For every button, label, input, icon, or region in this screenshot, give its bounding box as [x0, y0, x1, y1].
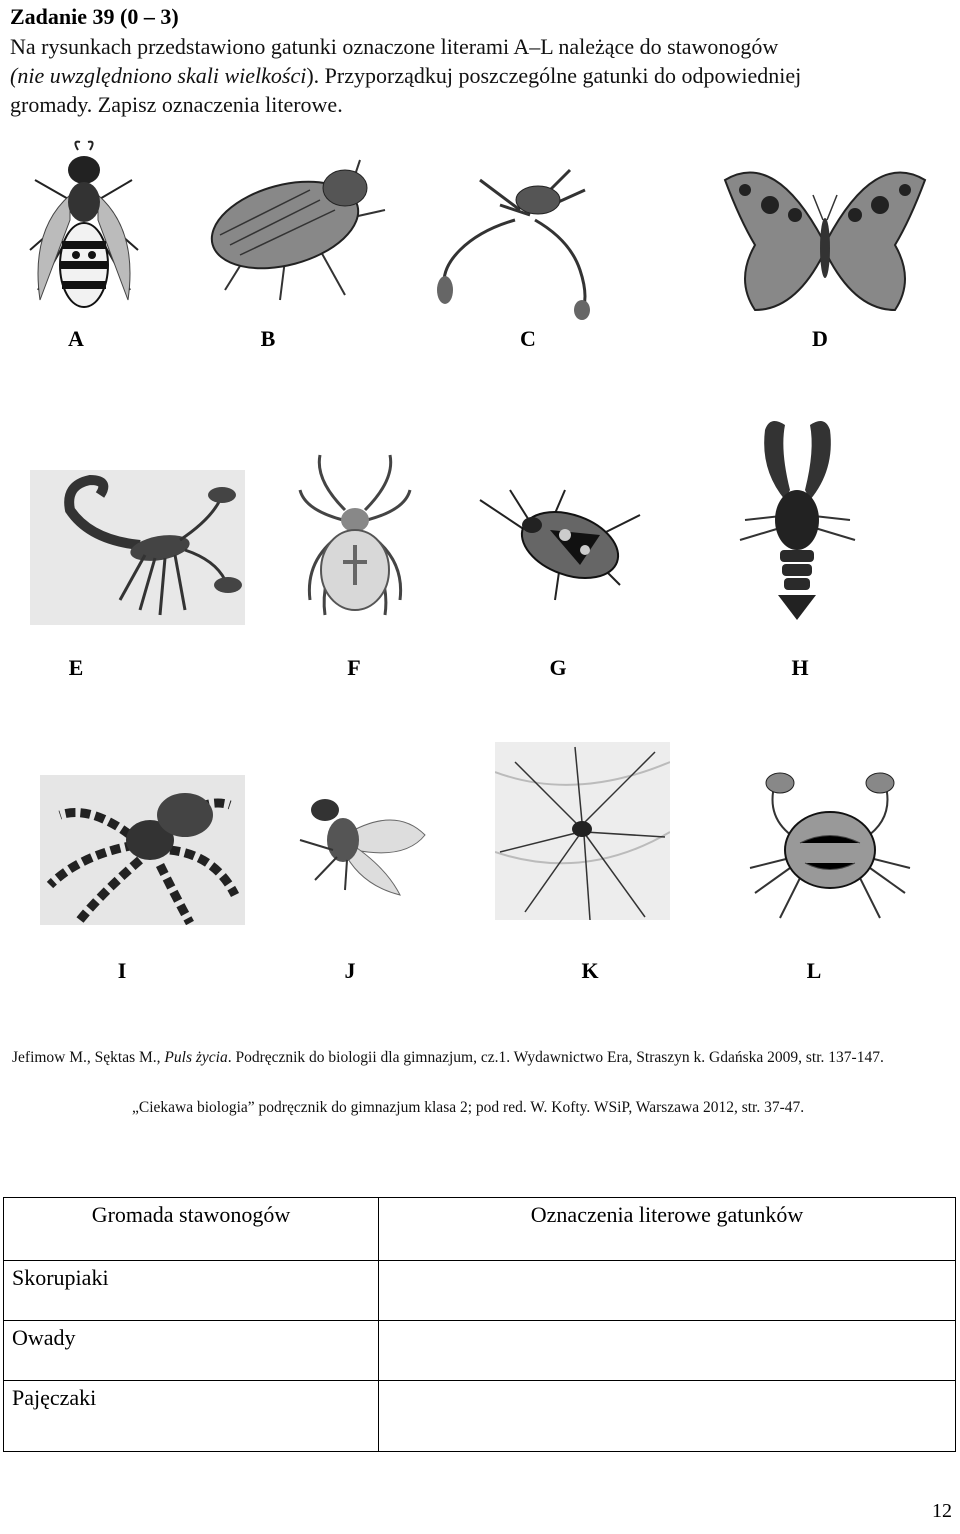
task-header — [10, 0, 940, 119]
figure-label-h: H — [791, 655, 809, 680]
row-label-skorupiaki: Skorupiaki — [4, 1261, 379, 1321]
table-row — [4, 1321, 956, 1381]
instruction-line-2 — [10, 61, 940, 90]
instruction-italic: (nie uwzględniono skali wielkości — [10, 63, 307, 88]
row-label-owady: Owady — [4, 1321, 379, 1381]
page-number: 12 — [932, 1500, 952, 1522]
pseudoscorpion-icon — [420, 160, 610, 320]
crayfish-icon — [730, 410, 865, 625]
answer-table — [3, 1197, 956, 1452]
header-letters: Oznaczenia literowe gatunków — [379, 1198, 956, 1261]
figure-label-k: K — [581, 958, 599, 983]
figure-label-g: G — [549, 655, 567, 680]
fly-icon — [285, 785, 430, 900]
tarantula-icon — [40, 775, 245, 925]
figure-label-a: A — [68, 326, 84, 351]
crab-icon — [745, 758, 915, 923]
table-header-row — [4, 1198, 956, 1261]
table-row — [4, 1261, 956, 1321]
figure-label-i: I — [117, 958, 127, 983]
source-1-title: Puls życia — [164, 1049, 228, 1066]
figure-label-d: D — [812, 326, 828, 351]
beetle-icon — [190, 150, 390, 310]
figure-label-f: F — [347, 655, 361, 680]
instruction-line-3: gromady. Zapisz oznaczenia literowe. — [10, 92, 343, 117]
figure-label-l: L — [806, 958, 822, 983]
scorpion-icon — [30, 470, 245, 625]
instruction-line-2-rest: ). Przyporządkuj poszczególne gatunki do odpowiedniej — [306, 63, 802, 88]
row-label-pajeczaki: Pajęczaki — [4, 1381, 379, 1452]
wasp-icon — [10, 140, 160, 325]
answer-cell-owady[interactable] — [379, 1321, 956, 1381]
answer-cell-skorupiaki[interactable] — [379, 1261, 956, 1321]
source-1-details: . Podręcznik do biologii dla gimnazjum, cz.1. Wydawnictwo Era, Straszyn k. Gdańska 2009, str. 137-147. — [227, 1049, 884, 1066]
source-citation-1 — [12, 1049, 884, 1067]
figure-label-j: J — [344, 958, 356, 983]
answer-cell-pajeczaki[interactable] — [379, 1381, 956, 1452]
figure-label-b: B — [260, 326, 276, 351]
figure-label-c: C — [520, 326, 536, 351]
source-1-authors: Jefimow M., Sęktas M., — [12, 1049, 165, 1066]
source-citation-2: „Ciekawa biologia” podręcznik do gimnazjum klasa 2; pod red. W. Kofty. WSiP, Warszawa 2012, str. 37-47. — [132, 1099, 805, 1116]
butterfly-icon — [715, 160, 935, 320]
task-title: Zadanie 39 (0 – 3) — [10, 4, 179, 29]
task-instruction — [10, 32, 940, 119]
harvestman-icon — [495, 742, 670, 920]
header-group: Gromada stawonogów — [4, 1198, 379, 1261]
firebug-icon — [470, 485, 645, 605]
cross-spider-icon — [295, 450, 415, 620]
table-row — [4, 1381, 956, 1452]
instruction-line-1: Na rysunkach przedstawiono gatunki oznaczone literami A–L należące do stawonogów — [10, 34, 779, 59]
figure-label-e: E — [68, 655, 84, 680]
